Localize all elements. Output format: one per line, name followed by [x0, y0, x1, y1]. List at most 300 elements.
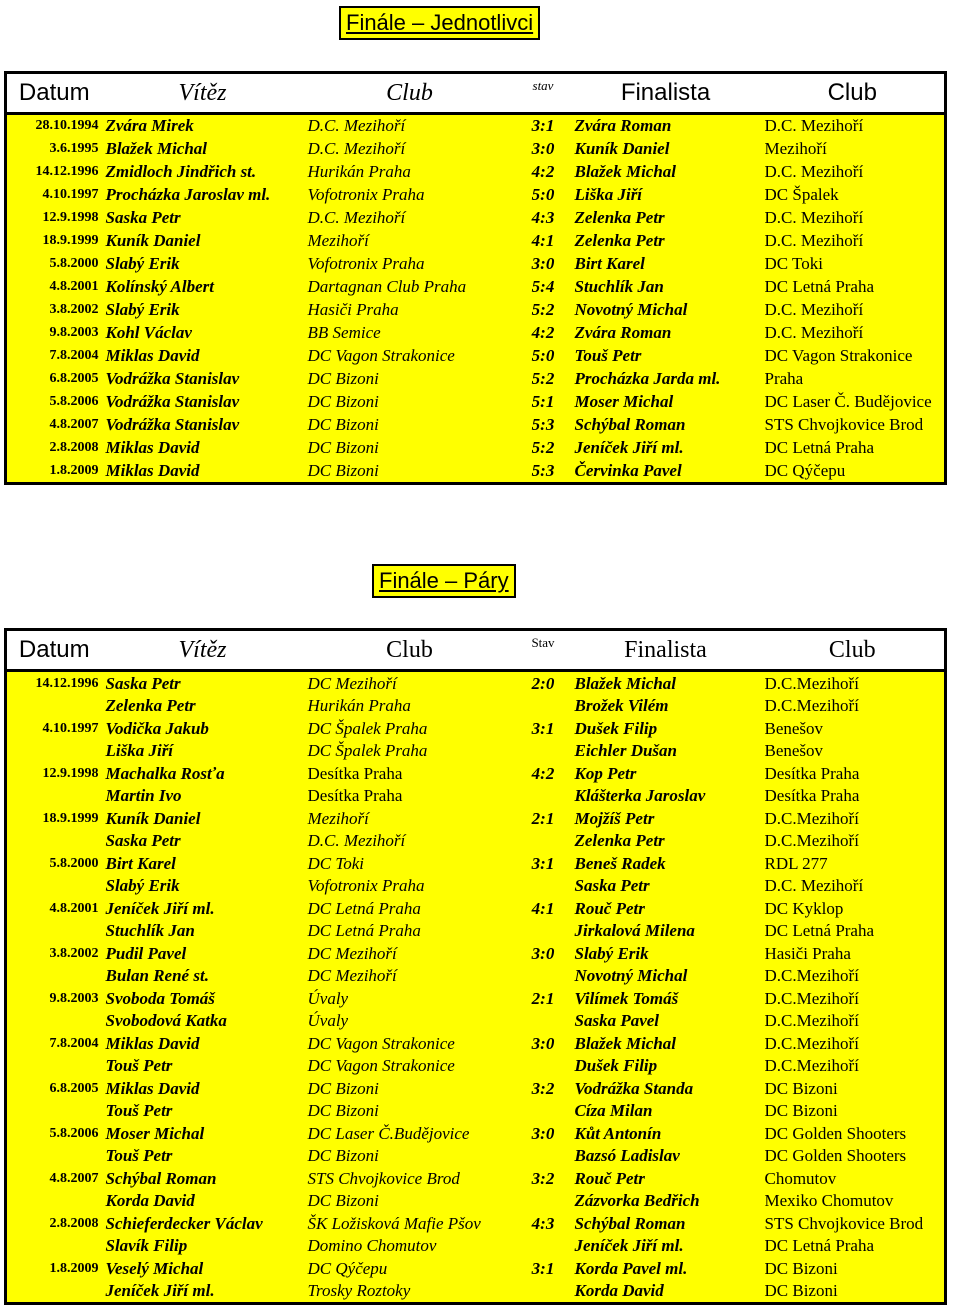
pairs-finalist-cell-line: Klášterka Jaroslav	[574, 786, 706, 805]
pairs-winner-cell-line: Martin Ivo	[105, 786, 182, 805]
singles-date-cell: 28.10.1994	[6, 114, 102, 138]
singles-finalist-cell: Zvára Roman	[571, 322, 761, 345]
pairs-finalist-cell-line: Jeníček Jiří ml.	[574, 1236, 684, 1255]
pairs-score-cell-line: 3:2	[531, 1079, 555, 1098]
pairs-date-cell	[6, 762, 102, 807]
pairs-winner-cell	[102, 671, 304, 718]
singles-finalist-cell: Červinka Pavel	[571, 460, 761, 484]
singles-finalist-club-cell: DC Laser Č. Budějovice	[761, 391, 946, 414]
singles-finalist-cell: Blažek Michal	[571, 161, 761, 184]
pairs-date-cell-line: 3.8.2002	[49, 946, 99, 961]
pairs-row	[6, 852, 946, 897]
pairs-finalist-club-cell-line: DC Bizoni	[764, 1079, 838, 1098]
pairs-header-finalist: Finalista	[571, 630, 761, 671]
pairs-header-fclub: Club	[761, 630, 946, 671]
pairs-score-cell	[516, 852, 571, 897]
singles-date-cell: 14.12.1996	[6, 161, 102, 184]
pairs-club-cell	[304, 1212, 516, 1257]
pairs-date-cell-line: 2.8.2008	[49, 1216, 99, 1231]
singles-finalist-cell: Novotný Michal	[571, 299, 761, 322]
pairs-results-table	[4, 628, 947, 1305]
pairs-score-cell	[516, 1077, 571, 1122]
singles-header-score: stav	[516, 73, 571, 114]
singles-finalist-club-cell: DC Toki	[761, 253, 946, 276]
pairs-club-cell	[304, 1257, 516, 1304]
pairs-finalist-club-cell-line: D.C.Mezihoří	[764, 1056, 859, 1075]
pairs-club-cell-line: Hurikán Praha	[307, 696, 411, 715]
pairs-score-cell	[516, 897, 571, 942]
singles-finalist-club-cell: DC Špalek	[761, 184, 946, 207]
pairs-score-cell-line: 3:0	[531, 1124, 555, 1143]
pairs-finalist-cell	[571, 807, 761, 852]
singles-date-cell: 5.8.2000	[6, 253, 102, 276]
pairs-winner-cell	[102, 987, 304, 1032]
singles-club-cell: DC Bizoni	[304, 460, 516, 484]
pairs-winner-cell-line: Svoboda Tomáš	[105, 989, 215, 1008]
singles-score-cell: 5:2	[516, 368, 571, 391]
pairs-row	[6, 942, 946, 987]
singles-winner-cell: Kolínský Albert	[102, 276, 304, 299]
pairs-club-cell-line: Desítka Praha	[307, 786, 403, 805]
pairs-row	[6, 987, 946, 1032]
singles-club-cell: DC Bizoni	[304, 391, 516, 414]
pairs-winner-cell	[102, 1212, 304, 1257]
pairs-winner-cell-line: Bulan René st.	[105, 966, 209, 985]
singles-date-cell: 4.10.1997	[6, 184, 102, 207]
pairs-date-cell	[6, 1077, 102, 1122]
pairs-winner-cell-line: Birt Karel	[105, 854, 176, 873]
pairs-club-cell-line: DC Toki	[307, 854, 365, 873]
singles-finalist-cell: Schýbal Roman	[571, 414, 761, 437]
singles-winner-cell: Vodrážka Stanislav	[102, 391, 304, 414]
pairs-club-cell-line: DC Mezihoří	[307, 944, 397, 963]
singles-score-cell: 4:2	[516, 322, 571, 345]
pairs-winner-cell	[102, 807, 304, 852]
singles-winner-cell: Kuník Daniel	[102, 230, 304, 253]
singles-score-cell: 5:0	[516, 184, 571, 207]
singles-winner-cell: Kohl Václav	[102, 322, 304, 345]
pairs-finalist-cell-line: Schýbal Roman	[574, 1214, 686, 1233]
singles-finalist-club-cell: D.C. Mezihoří	[761, 161, 946, 184]
singles-finalist-cell: Touš Petr	[571, 345, 761, 368]
pairs-winner-cell-line: Machalka Rosťa	[105, 764, 225, 783]
pairs-finalist-club-cell	[761, 1212, 946, 1257]
singles-date-cell: 4.8.2007	[6, 414, 102, 437]
pairs-date-cell	[6, 1032, 102, 1077]
pairs-date-cell	[6, 1122, 102, 1167]
pairs-date-cell-line: 1.8.2009	[49, 1261, 99, 1276]
singles-header-fclub: Club	[761, 73, 946, 114]
pairs-finalist-club-cell-line: DC Letná Praha	[764, 921, 875, 940]
pairs-score-cell-line: 3:2	[531, 1169, 555, 1188]
pairs-finalist-club-cell-line: Hasiči Praha	[764, 944, 851, 963]
pairs-winner-cell-line: Moser Michal	[105, 1124, 205, 1143]
pairs-finalist-club-cell	[761, 1077, 946, 1122]
singles-date-cell: 7.8.2004	[6, 345, 102, 368]
singles-score-cell: 5:3	[516, 414, 571, 437]
singles-winner-cell: Saska Petr	[102, 207, 304, 230]
singles-score-cell: 3:0	[516, 138, 571, 161]
pairs-winner-cell	[102, 897, 304, 942]
pairs-row	[6, 807, 946, 852]
pairs-header-row	[6, 630, 946, 671]
singles-winner-cell: Zvára Mirek	[102, 114, 304, 138]
pairs-score-cell	[516, 1212, 571, 1257]
singles-club-cell: D.C. Mezihoří	[304, 138, 516, 161]
pairs-finalist-club-cell	[761, 717, 946, 762]
pairs-score-cell	[516, 717, 571, 762]
singles-winner-cell: Zmidloch Jindřich st.	[102, 161, 304, 184]
pairs-winner-cell-line: Liška Jiří	[105, 741, 174, 760]
singles-winner-cell: Slabý Erik	[102, 253, 304, 276]
pairs-winner-cell-line: Jeníček Jiří ml.	[105, 1281, 215, 1300]
pairs-finalist-club-cell	[761, 942, 946, 987]
pairs-winner-cell	[102, 1077, 304, 1122]
pairs-winner-cell	[102, 1122, 304, 1167]
pairs-finalist-club-cell-line: Chomutov	[764, 1169, 837, 1188]
pairs-club-cell	[304, 1122, 516, 1167]
pairs-finalist-cell	[571, 1212, 761, 1257]
singles-finalist-cell: Liška Jiří	[571, 184, 761, 207]
pairs-finalist-cell	[571, 852, 761, 897]
singles-club-cell: BB Semice	[304, 322, 516, 345]
singles-club-cell: Vofotronix Praha	[304, 184, 516, 207]
singles-finalist-cell: Zvára Roman	[571, 114, 761, 138]
pairs-winner-cell	[102, 762, 304, 807]
pairs-date-cell-line: 14.12.1996	[35, 676, 99, 691]
pairs-winner-cell-line: Pudil Pavel	[105, 944, 187, 963]
singles-club-cell: Vofotronix Praha	[304, 253, 516, 276]
pairs-finalist-club-cell-line: Benešov	[764, 741, 824, 760]
pairs-finalist-cell-line: Slabý Erik	[574, 944, 649, 963]
pairs-date-cell	[6, 1257, 102, 1304]
pairs-winner-cell	[102, 942, 304, 987]
singles-date-cell: 3.8.2002	[6, 299, 102, 322]
singles-club-cell: Dartagnan Club Praha	[304, 276, 516, 299]
singles-winner-cell: Procházka Jaroslav ml.	[102, 184, 304, 207]
pairs-club-cell-line: Úvaly	[307, 989, 349, 1008]
pairs-club-cell-line: DC Vagon Strakonice	[307, 1034, 455, 1053]
singles-row	[6, 114, 946, 138]
pairs-club-cell	[304, 852, 516, 897]
pairs-finalist-cell-line: Cíza Milan	[574, 1101, 653, 1120]
pairs-finalist-cell-line: Kůt Antonín	[574, 1124, 662, 1143]
singles-score-cell: 5:2	[516, 437, 571, 460]
singles-finalist-club-cell: DC Letná Praha	[761, 437, 946, 460]
singles-date-cell: 12.9.1998	[6, 207, 102, 230]
pairs-finalist-club-cell-line: D.C. Mezihoří	[764, 876, 864, 895]
singles-winner-cell: Miklas David	[102, 345, 304, 368]
singles-row	[6, 345, 946, 368]
singles-results-table	[4, 71, 947, 485]
pairs-club-cell-line: DC Bizoni	[307, 1079, 379, 1098]
pairs-club-cell	[304, 1167, 516, 1212]
pairs-club-cell	[304, 897, 516, 942]
singles-finalist-cell: Procházka Jarda ml.	[571, 368, 761, 391]
pairs-score-cell	[516, 1257, 571, 1304]
pairs-club-cell	[304, 717, 516, 762]
singles-club-cell: DC Bizoni	[304, 414, 516, 437]
pairs-finalist-club-cell	[761, 852, 946, 897]
pairs-winner-cell-line: Miklas David	[105, 1034, 200, 1053]
pairs-club-cell-line: DC Špalek Praha	[307, 719, 428, 738]
pairs-finalist-club-cell-line: D.C.Mezihoří	[764, 831, 859, 850]
pairs-row	[6, 1167, 946, 1212]
pairs-finalist-club-cell-line: D.C.Mezihoří	[764, 674, 859, 693]
pairs-winner-cell	[102, 1032, 304, 1077]
pairs-date-cell	[6, 942, 102, 987]
pairs-score-cell	[516, 807, 571, 852]
singles-row	[6, 253, 946, 276]
pairs-score-cell-line: 3:0	[531, 944, 555, 963]
pairs-finalist-club-cell-line: Mexiko Chomutov	[764, 1191, 894, 1210]
pairs-club-cell	[304, 671, 516, 718]
pairs-score-cell-line: 3:0	[531, 1034, 555, 1053]
pairs-date-cell	[6, 897, 102, 942]
pairs-finalist-club-cell-line: DC Bizoni	[764, 1281, 838, 1300]
singles-finalist-club-cell: Mezihoří	[761, 138, 946, 161]
pairs-club-cell-line: DC Letná Praha	[307, 921, 421, 940]
pairs-club-cell	[304, 1032, 516, 1077]
pairs-finalist-cell	[571, 942, 761, 987]
pairs-winner-cell-line: Schýbal Roman	[105, 1169, 217, 1188]
pairs-date-cell-line: 7.8.2004	[49, 1036, 99, 1051]
pairs-row	[6, 762, 946, 807]
pairs-date-cell	[6, 987, 102, 1032]
singles-winner-cell: Miklas David	[102, 460, 304, 484]
pairs-club-cell-line: DC Mezihoří	[307, 674, 397, 693]
pairs-date-cell-line: 4.10.1997	[42, 721, 99, 736]
singles-date-cell: 2.8.2008	[6, 437, 102, 460]
pairs-row	[6, 1122, 946, 1167]
pairs-finalist-club-cell-line: DC Golden Shooters	[764, 1124, 907, 1143]
pairs-finalist-cell-line: Korda David	[574, 1281, 664, 1300]
singles-finalist-cell: Moser Michal	[571, 391, 761, 414]
pairs-winner-cell-line: Stuchlík Jan	[105, 921, 195, 940]
pairs-finalist-cell-line: Dušek Filip	[574, 1056, 658, 1075]
pairs-winner-cell-line: Veselý Michal	[105, 1259, 204, 1278]
pairs-winner-cell-line: Saska Petr	[105, 831, 181, 850]
singles-finalist-club-cell: D.C. Mezihoří	[761, 299, 946, 322]
pairs-finalist-club-cell-line: D.C.Mezihoří	[764, 1034, 859, 1053]
singles-header-row	[6, 73, 946, 114]
pairs-finalist-cell-line: Beneš Radek	[574, 854, 666, 873]
pairs-finalist-cell	[571, 1167, 761, 1212]
singles-row	[6, 184, 946, 207]
singles-score-cell: 5:2	[516, 299, 571, 322]
pairs-finalist-club-cell-line: Desítka Praha	[764, 764, 860, 783]
pairs-header-score: Stav	[516, 630, 571, 671]
pairs-club-cell	[304, 942, 516, 987]
singles-finalist-cell: Zelenka Petr	[571, 230, 761, 253]
pairs-finalist-cell-line: Novotný Michal	[574, 966, 688, 985]
singles-club-cell: Hasiči Praha	[304, 299, 516, 322]
pairs-score-cell-line: 4:1	[531, 899, 555, 918]
pairs-finalist-club-cell-line: D.C.Mezihoří	[764, 989, 859, 1008]
pairs-finalist-cell-line: Vilímek Tomáš	[574, 989, 679, 1008]
pairs-finalist-club-cell	[761, 1032, 946, 1077]
pairs-row	[6, 1077, 946, 1122]
pairs-score-cell	[516, 1032, 571, 1077]
singles-row	[6, 460, 946, 484]
pairs-finalist-club-cell	[761, 897, 946, 942]
pairs-finalist-cell	[571, 1257, 761, 1304]
singles-club-cell: DC Vagon Strakonice	[304, 345, 516, 368]
singles-header-finalist: Finalista	[571, 73, 761, 114]
pairs-finalist-club-cell-line: DC Bizoni	[764, 1101, 838, 1120]
pairs-club-cell-line: STS Chvojkovice Brod	[307, 1169, 460, 1188]
singles-score-cell: 3:1	[516, 114, 571, 138]
pairs-finalist-cell-line: Korda Pavel ml.	[574, 1259, 688, 1278]
pairs-date-cell	[6, 717, 102, 762]
pairs-finalist-cell-line: Eichler Dušan	[574, 741, 677, 760]
pairs-club-cell-line: Úvaly	[307, 1011, 349, 1030]
pairs-score-cell	[516, 1122, 571, 1167]
pairs-finalist-cell-line: Brožek Vilém	[574, 696, 669, 715]
singles-finalist-club-cell: D.C. Mezihoří	[761, 322, 946, 345]
singles-score-cell: 5:4	[516, 276, 571, 299]
pairs-club-cell-line: DC Vagon Strakonice	[307, 1056, 455, 1075]
pairs-winner-cell-line: Zelenka Petr	[105, 696, 196, 715]
singles-title: Finále – Jednotlivci	[339, 6, 540, 40]
singles-header-club: Club	[304, 73, 516, 114]
pairs-score-cell	[516, 671, 571, 718]
pairs-winner-cell-line: Schieferdecker Václav	[105, 1214, 263, 1233]
pairs-finalist-cell	[571, 717, 761, 762]
singles-row	[6, 391, 946, 414]
pairs-finalist-cell	[571, 897, 761, 942]
pairs-finalist-club-cell-line: D.C.Mezihoří	[764, 809, 859, 828]
pairs-winner-cell-line: Jeníček Jiří ml.	[105, 899, 215, 918]
pairs-finalist-cell-line: Saska Petr	[574, 876, 650, 895]
singles-finalist-cell: Birt Karel	[571, 253, 761, 276]
singles-club-cell: DC Bizoni	[304, 437, 516, 460]
pairs-finalist-cell-line: Saska Pavel	[574, 1011, 660, 1030]
singles-finalist-cell: Zelenka Petr	[571, 207, 761, 230]
pairs-winner-cell-line: Slavík Filip	[105, 1236, 188, 1255]
pairs-score-cell	[516, 1167, 571, 1212]
singles-row	[6, 207, 946, 230]
singles-score-cell: 4:3	[516, 207, 571, 230]
pairs-club-cell-line: Mezihoří	[307, 809, 369, 828]
pairs-date-cell	[6, 807, 102, 852]
singles-winner-cell: Vodrážka Stanislav	[102, 368, 304, 391]
pairs-finalist-club-cell	[761, 1122, 946, 1167]
singles-club-cell: Mezihoří	[304, 230, 516, 253]
pairs-winner-cell-line: Touš Petr	[105, 1056, 173, 1075]
singles-row	[6, 276, 946, 299]
pairs-club-cell	[304, 987, 516, 1032]
pairs-finalist-club-cell-line: D.C.Mezihoří	[764, 696, 859, 715]
singles-row	[6, 138, 946, 161]
pairs-winner-cell-line: Svobodová Katka	[105, 1011, 227, 1030]
singles-finalist-club-cell: D.C. Mezihoří	[761, 207, 946, 230]
singles-date-cell: 18.9.1999	[6, 230, 102, 253]
singles-date-cell: 9.8.2003	[6, 322, 102, 345]
pairs-finalist-cell	[571, 1077, 761, 1122]
singles-score-cell: 4:1	[516, 230, 571, 253]
pairs-date-cell	[6, 852, 102, 897]
pairs-club-cell-line: DC Špalek Praha	[307, 741, 428, 760]
pairs-winner-cell-line: Miklas David	[105, 1079, 200, 1098]
pairs-winner-cell-line: Kuník Daniel	[105, 809, 201, 828]
singles-header-winner: Vítěz	[102, 73, 304, 114]
pairs-finalist-club-cell	[761, 762, 946, 807]
pairs-score-cell-line: 2:1	[531, 809, 555, 828]
pairs-finalist-cell	[571, 1032, 761, 1077]
singles-date-cell: 5.8.2006	[6, 391, 102, 414]
pairs-club-cell-line: DC Laser Č.Budějovice	[307, 1124, 470, 1143]
pairs-club-cell	[304, 807, 516, 852]
pairs-finalist-club-cell	[761, 1167, 946, 1212]
pairs-finalist-cell-line: Mojžíš Petr	[574, 809, 655, 828]
pairs-club-cell-line: DC Bizoni	[307, 1101, 379, 1120]
pairs-finalist-cell-line: Zelenka Petr	[574, 831, 665, 850]
pairs-finalist-cell-line: Blažek Michal	[574, 1034, 677, 1053]
pairs-club-cell-line: DC Letná Praha	[307, 899, 421, 918]
pairs-club-cell-line: Trosky Roztoky	[307, 1281, 411, 1300]
pairs-date-cell	[6, 671, 102, 718]
pairs-club-cell-line: Vofotronix Praha	[307, 876, 425, 895]
singles-row	[6, 368, 946, 391]
singles-score-cell: 5:3	[516, 460, 571, 484]
pairs-finalist-club-cell-line: DC Letná Praha	[764, 1236, 875, 1255]
pairs-club-cell-line: ŠK Ložisková Mafie Pšov	[307, 1214, 481, 1233]
pairs-club-cell-line: DC Bizoni	[307, 1191, 379, 1210]
pairs-finalist-cell-line: Jirkalová Milena	[574, 921, 695, 940]
pairs-finalist-club-cell-line: DC Kyklop	[764, 899, 844, 918]
singles-score-cell: 4:2	[516, 161, 571, 184]
pairs-title: Finále – Páry	[372, 564, 516, 598]
pairs-header-club: Club	[304, 630, 516, 671]
pairs-row	[6, 1257, 946, 1304]
pairs-finalist-club-cell	[761, 671, 946, 718]
pairs-score-cell-line: 2:1	[531, 989, 555, 1008]
pairs-finalist-club-cell-line: D.C.Mezihoří	[764, 966, 859, 985]
singles-finalist-cell: Kuník Daniel	[571, 138, 761, 161]
pairs-finalist-cell-line: Rouč Petr	[574, 1169, 645, 1188]
pairs-score-cell-line: 2:0	[531, 674, 555, 693]
pairs-club-cell-line: DC Qýčepu	[307, 1259, 388, 1278]
pairs-finalist-club-cell-line: Benešov	[764, 719, 824, 738]
pairs-finalist-club-cell-line: D.C.Mezihoří	[764, 1011, 859, 1030]
pairs-finalist-club-cell-line: STS Chvojkovice Brod	[764, 1214, 924, 1233]
singles-finalist-cell: Jeníček Jiří ml.	[571, 437, 761, 460]
pairs-club-cell-line: Domino Chomutov	[307, 1236, 437, 1255]
pairs-finalist-cell	[571, 671, 761, 718]
pairs-finalist-cell-line: Rouč Petr	[574, 899, 645, 918]
pairs-finalist-club-cell	[761, 1257, 946, 1304]
pairs-club-cell-line: DC Mezihoří	[307, 966, 397, 985]
pairs-finalist-club-cell-line: RDL 277	[764, 854, 828, 873]
pairs-finalist-cell	[571, 987, 761, 1032]
singles-row	[6, 437, 946, 460]
singles-finalist-club-cell: D.C. Mezihoří	[761, 114, 946, 138]
pairs-finalist-cell-line: Dušek Filip	[574, 719, 658, 738]
singles-finalist-cell: Stuchlík Jan	[571, 276, 761, 299]
pairs-finalist-cell-line: Blažek Michal	[574, 674, 677, 693]
pairs-date-cell-line: 4.8.2007	[49, 1171, 99, 1186]
singles-winner-cell: Vodrážka Stanislav	[102, 414, 304, 437]
pairs-score-cell-line: 4:3	[531, 1214, 555, 1233]
pairs-club-cell	[304, 1077, 516, 1122]
pairs-row	[6, 1212, 946, 1257]
pairs-row	[6, 897, 946, 942]
singles-finalist-club-cell: Praha	[761, 368, 946, 391]
singles-club-cell: Hurikán Praha	[304, 161, 516, 184]
singles-finalist-club-cell: STS Chvojkovice Brod	[761, 414, 946, 437]
pairs-score-cell-line: 3:1	[531, 1259, 555, 1278]
